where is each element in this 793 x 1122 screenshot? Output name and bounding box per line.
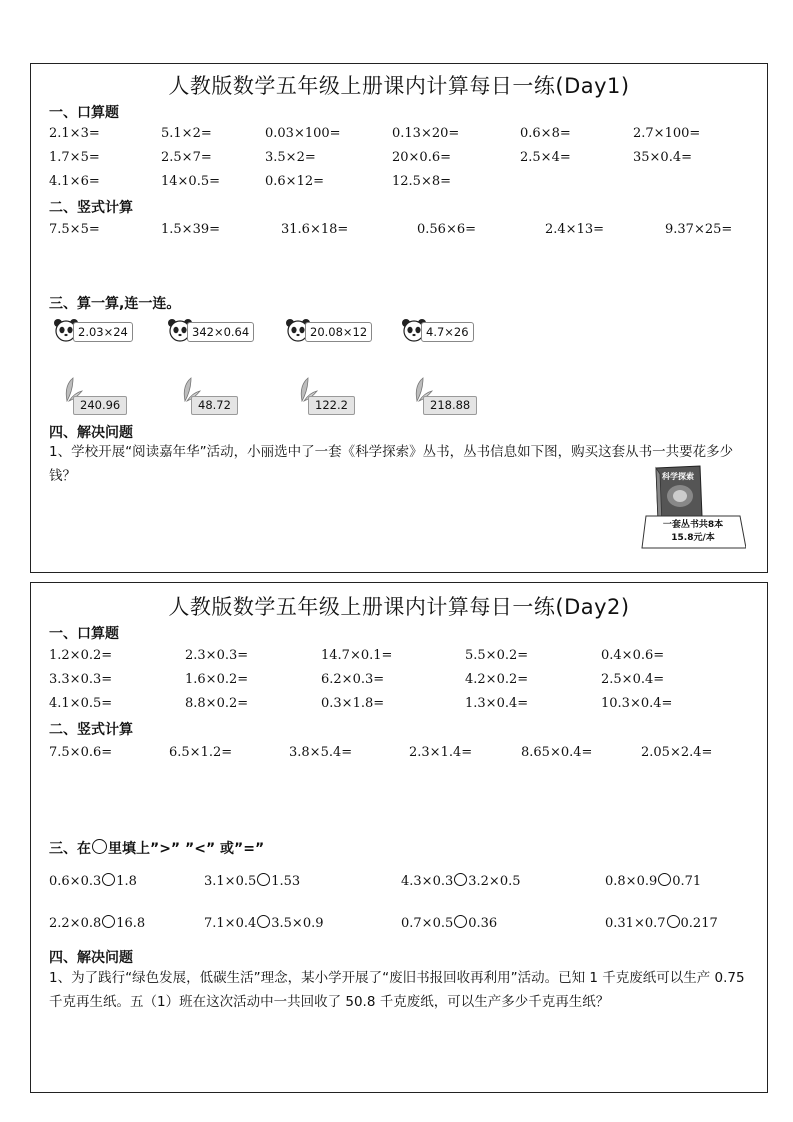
problem: 1.6×0.2= xyxy=(185,672,249,687)
book-cover-title: 科学探索 xyxy=(662,472,694,481)
problem: 0.56×6= xyxy=(417,222,477,237)
problem: 2.5×4= xyxy=(520,150,571,165)
book-illustration xyxy=(636,464,746,550)
compare-item xyxy=(204,873,300,889)
expression-card xyxy=(285,318,367,342)
section-heading: 四、解决问题 xyxy=(49,950,133,966)
problem: 20×0.6= xyxy=(392,150,452,165)
problem: 12.5×8= xyxy=(392,174,452,189)
problem: 8.65×0.4= xyxy=(521,745,593,760)
compare-left: 4.3×0.3 xyxy=(401,874,454,889)
answer-circle[interactable] xyxy=(658,873,671,886)
problem: 2.5×0.4= xyxy=(601,672,665,687)
problem: 8.8×0.2= xyxy=(185,696,249,711)
book-info-count: 一套丛书共8本 xyxy=(662,520,724,530)
result-card xyxy=(411,377,491,415)
compare-left: 7.1×0.4 xyxy=(204,916,257,931)
expression-label: 4.7×26 xyxy=(421,322,474,342)
section-heading: 一、口算题 xyxy=(49,105,119,121)
expression-card xyxy=(401,318,483,342)
problem: 0.4×0.6= xyxy=(601,648,665,663)
problem: 2.1×3= xyxy=(49,126,100,141)
circle-icon xyxy=(92,839,107,854)
problem: 10.3×0.4= xyxy=(601,696,673,711)
answer-circle[interactable] xyxy=(257,915,270,928)
compare-item xyxy=(49,915,145,931)
result-label: 218.88 xyxy=(423,396,477,415)
answer-circle[interactable] xyxy=(257,873,270,886)
problem: 6.2×0.3= xyxy=(321,672,385,687)
problem: 4.1×6= xyxy=(49,174,100,189)
section-heading: 二、竖式计算 xyxy=(49,722,133,738)
problem: 14.7×0.1= xyxy=(321,648,393,663)
compare-item xyxy=(204,915,324,931)
problem: 2.7×100= xyxy=(633,126,701,141)
problem: 2.4×13= xyxy=(545,222,605,237)
result-label: 240.96 xyxy=(73,396,127,415)
section-heading: 四、解决问题 xyxy=(49,425,133,441)
result-card xyxy=(61,377,141,415)
problem: 1.5×39= xyxy=(161,222,221,237)
worksheet-day1 xyxy=(30,63,768,573)
compare-right: 1.53 xyxy=(271,874,301,889)
compare-item xyxy=(401,915,497,931)
answer-circle[interactable] xyxy=(102,873,115,886)
problem: 0.03×100= xyxy=(265,126,341,141)
expression-card xyxy=(53,318,135,342)
compare-item xyxy=(605,873,701,889)
compare-right: 0.71 xyxy=(672,874,702,889)
compare-left: 0.6×0.3 xyxy=(49,874,102,889)
compare-left: 0.7×0.5 xyxy=(401,916,454,931)
section-heading: 二、竖式计算 xyxy=(49,200,133,216)
result-card xyxy=(296,377,376,415)
problem: 9.37×25= xyxy=(665,222,733,237)
expression-label: 20.08×12 xyxy=(305,322,372,342)
answer-circle[interactable] xyxy=(454,873,467,886)
problem: 3.8×5.4= xyxy=(289,745,353,760)
page-title: 人教版数学五年级上册课内计算每日一练(Day1) xyxy=(168,74,630,98)
section-heading: 一、口算题 xyxy=(49,626,119,642)
problem: 0.13×20= xyxy=(392,126,460,141)
section-heading xyxy=(49,838,264,858)
compare-right: 0.36 xyxy=(468,916,498,931)
expression-label: 2.03×24 xyxy=(73,322,133,342)
compare-right: 0.217 xyxy=(680,916,718,931)
problem: 2.3×0.3= xyxy=(185,648,249,663)
page-title: 人教版数学五年级上册课内计算每日一练(Day2) xyxy=(168,595,630,619)
compare-item xyxy=(49,873,137,889)
book-info-price: 15.8元/本 xyxy=(671,533,715,543)
compare-item xyxy=(401,873,521,889)
problem: 6.5×1.2= xyxy=(169,745,233,760)
compare-right: 3.2×0.5 xyxy=(468,874,521,889)
section-heading-suffix: 里填上”>” ”<” 或”=” xyxy=(108,841,265,857)
problem: 5.5×0.2= xyxy=(465,648,529,663)
worksheet-day2 xyxy=(30,582,768,1093)
problem: 0.6×8= xyxy=(520,126,571,141)
problem: 31.6×18= xyxy=(281,222,349,237)
word-problem: 1、学校开展“阅读嘉年华”活动，小丽选中了一套《科学探索》丛书，丛书信息如下图，购买这套从书一共要花多少钱？ xyxy=(49,444,734,484)
expression-card xyxy=(167,318,249,342)
compare-right: 1.8 xyxy=(116,874,137,889)
answer-circle[interactable] xyxy=(102,915,115,928)
section-heading-prefix: 三、在 xyxy=(49,841,91,857)
section-heading: 三、算一算,连一连。 xyxy=(49,296,181,312)
answer-circle[interactable] xyxy=(667,915,680,928)
problem: 0.6×12= xyxy=(265,174,325,189)
problem: 4.1×0.5= xyxy=(49,696,113,711)
problem: 2.3×1.4= xyxy=(409,745,473,760)
problem: 1.7×5= xyxy=(49,150,100,165)
problem: 3.5×2= xyxy=(265,150,316,165)
problem: 4.2×0.2= xyxy=(465,672,529,687)
compare-left: 0.8×0.9 xyxy=(605,874,658,889)
result-label: 122.2 xyxy=(308,396,355,415)
problem: 7.5×5= xyxy=(49,222,100,237)
expression-label: 342×0.64 xyxy=(187,322,254,342)
problem: 7.5×0.6= xyxy=(49,745,113,760)
result-card xyxy=(179,377,259,415)
word-problem: 1、为了践行“绿色发展，低碳生活”理念，某小学开展了“废旧书报回收再利用”活动。已知 1 千克废纸可以生产 0.75 千克再生纸。五（1）班在这次活动中一共回收了 50.8 千克废纸，可以生产多少千克再生纸？ xyxy=(49,970,745,1010)
result-label: 48.72 xyxy=(191,396,238,415)
problem: 2.05×2.4= xyxy=(641,745,713,760)
compare-left: 2.2×0.8 xyxy=(49,916,102,931)
compare-left: 0.31×0.7 xyxy=(605,916,666,931)
problem: 1.2×0.2= xyxy=(49,648,113,663)
problem: 14×0.5= xyxy=(161,174,221,189)
problem: 3.3×0.3= xyxy=(49,672,113,687)
compare-left: 3.1×0.5 xyxy=(204,874,257,889)
book-info-label xyxy=(646,519,740,545)
answer-circle[interactable] xyxy=(454,915,467,928)
problem: 1.3×0.4= xyxy=(465,696,529,711)
compare-right: 3.5×0.9 xyxy=(271,916,324,931)
problem: 0.3×1.8= xyxy=(321,696,385,711)
problem: 2.5×7= xyxy=(161,150,212,165)
problem: 5.1×2= xyxy=(161,126,212,141)
problem: 35×0.4= xyxy=(633,150,693,165)
compare-right: 16.8 xyxy=(116,916,146,931)
compare-item xyxy=(605,915,718,931)
